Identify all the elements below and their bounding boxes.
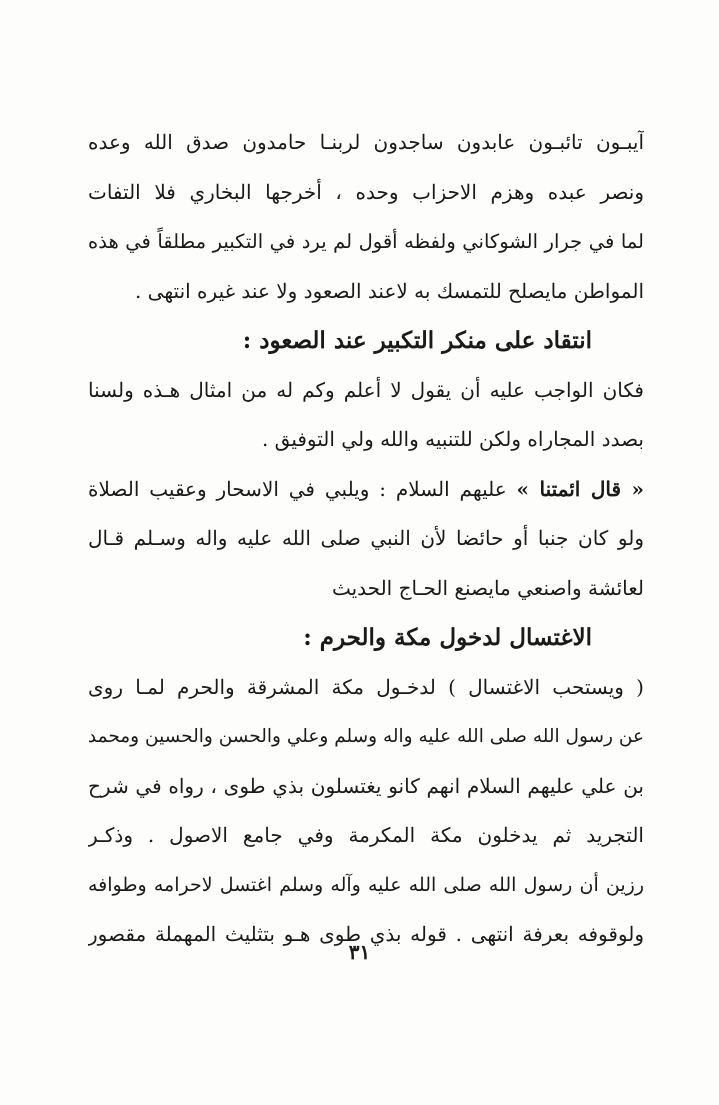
text-line-5: فكان الواجب عليه أن يقول لا أعلم وكم له من امثال هـذه ولسنا — [88, 377, 644, 402]
text-line-11: عن رسول الله صلى الله عليه واله وسلم وعلي والحسن والحسين ومحمد — [88, 726, 644, 747]
text-line-2: ونصر عبده وهزم الاحزاب وحده ، أخرجها البخاري فلا التفات — [88, 179, 644, 204]
text-line-6: بصدد المجاراه ولكن للتنبيه والله ولي التوفيق . — [261, 427, 644, 451]
text-line-13: التجريد ثم يدخلون مكة المكرمة وفي جامع الاصول . وذكـر — [88, 823, 644, 847]
text-line-7 — [88, 465, 644, 515]
text-line-14: رزين أن رسول الله صلى الله عليه وآله وسلم اغتسل لاحرامه وطوافه — [88, 873, 644, 896]
text-line-12: بن علي عليهم السلام انهم كانو يغتسلون بذي طوى ، رواه في شرح — [88, 773, 644, 798]
text-line-15: ولوقوفه بعرفة انتهى . قوله بذي طوى هـو بتثليث المهملة مقصور — [88, 922, 644, 946]
text-line-10: ( ويستحب الاغتسال ) لدخـول مكة المشرقة والحرم لمـا روى — [88, 674, 644, 699]
quote-label: « قال ائمتنا » — [516, 476, 644, 501]
body-text — [88, 118, 644, 960]
text-line-8: ولو كان جنبا أو حائضا لأن النبي صلى الله عليه واله وسـلم قـال — [88, 526, 644, 550]
quote-text: عليهم السلام : ويلبي في الاسحار وعقيب الصلاة — [88, 476, 507, 501]
page-number: ٣١ — [348, 940, 371, 964]
section-heading-takbir: انتقاد على منكر التكبير عند الصعود : — [242, 327, 592, 354]
text-line-1: آيبـون تائبـون عابدون ساجدون لربنـا حامدون صدق الله وعده — [88, 130, 644, 154]
text-line-3: لما في جرار الشوكاني ولفظه أقول لم يرد في التكبير مطلقاً في هذه — [88, 230, 644, 253]
section-heading-ghusl: الاغتسال لدخول مكة والحرم : — [303, 624, 592, 651]
text-line-9: لعائشة واصنعي مايصنع الحـاج الحديث — [331, 575, 644, 600]
text-line-4: المواطن مايصلح للتمسك به لاعند الصعود ولا عند غيره انتهى . — [134, 278, 644, 303]
